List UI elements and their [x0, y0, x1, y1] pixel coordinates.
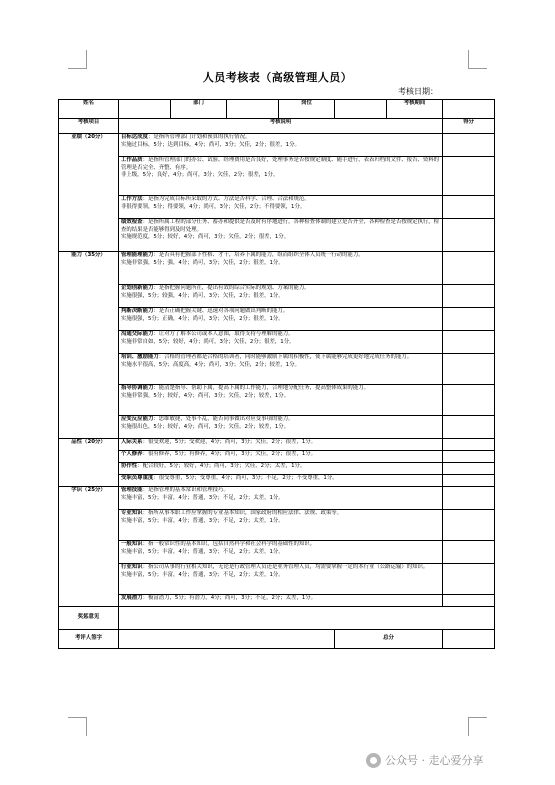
criterion-cell — [119, 475, 443, 487]
score-field[interactable] — [443, 134, 495, 157]
score-field[interactable] — [443, 595, 495, 607]
criterion-text: ：是否具有把握部下性格、才干，培养下属的能力，组而组织全体人员统一行动的能力。 — [153, 252, 364, 258]
column-item: 考核项目 — [59, 119, 119, 134]
criterion-cell — [119, 439, 443, 451]
score-field[interactable] — [443, 196, 495, 219]
criterion-cell — [119, 385, 443, 416]
table-row — [59, 463, 495, 475]
table-row — [59, 541, 495, 564]
page-corner-mark — [468, 717, 487, 736]
criterion-name: 企划创新能力 — [121, 285, 154, 291]
table-row — [59, 134, 495, 157]
criterion-name: 应变反应能力 — [121, 416, 154, 422]
table-row — [59, 475, 495, 487]
table-row — [59, 510, 495, 541]
table-row — [59, 385, 495, 416]
score-field[interactable] — [443, 416, 495, 439]
criterion-scale: 实施丰富，5分；丰富，4分；普通，3分；不足，2分；太差，1分。 — [121, 571, 284, 578]
criterion-text: ：是指为完成目标所采取的方式、方法是否科学、合理、合法和规范。 — [142, 196, 310, 202]
criterion-text: ：很受尊重，5分；受尊重，4分；尚可，3分；不足，2分；不受尊重，1分。 — [153, 475, 338, 481]
criterion-text: ：是指所管理部门的办公、试验、经理费用是否良好，处理事务是否按规定制度、随手进行，表表归档的文件、报告、资料的管理是否完全、齐整、有序。 — [121, 157, 440, 171]
dept-field[interactable] — [227, 100, 279, 119]
reward-row — [59, 607, 495, 630]
reward-label: 奖惩意见 — [59, 607, 119, 630]
signer-label: 考评人签字 — [59, 630, 119, 649]
page-corner-mark — [68, 50, 87, 69]
criterion-cell — [119, 219, 443, 252]
criterion-cell — [119, 252, 443, 285]
page-corner-mark — [468, 50, 487, 69]
criterion-text: ：是否正确把握关键、迅速对各项问题做出判断的能力。 — [153, 308, 289, 314]
table-row — [59, 252, 495, 285]
criterion-cell — [119, 285, 443, 308]
criterion-scale: 实施非常强，5分；强，4分；尚可，3分；欠佳，2分；很差，1分。 — [121, 259, 284, 266]
table-row — [59, 487, 495, 510]
period-field[interactable] — [443, 100, 495, 119]
table-row — [59, 196, 495, 219]
score-field[interactable] — [443, 463, 495, 475]
criterion-name: 指导协调能力 — [121, 385, 154, 391]
criterion-name: 人际关系 — [121, 439, 143, 445]
criterion-name: 目标达成度 — [121, 134, 148, 140]
criterion-text: ：很受欢迎，5分；受欢迎，4分；尚可，3分；欠佳，2分；很差，1分。 — [142, 439, 317, 445]
criterion-scale: 实施水平很高，5分；高度高，4分；尚可，3分；欠佳，2分；较差，1分。 — [121, 361, 300, 368]
criterion-name: 一般知识 — [121, 541, 143, 547]
criterion-cell — [119, 331, 443, 354]
table-row — [59, 331, 495, 354]
criterion-text: ：是指把握问题所在，提出有效的综合实际的规划、方案的能力。 — [153, 285, 310, 291]
table-row — [59, 595, 495, 607]
criterion-cell — [119, 354, 443, 385]
position-field[interactable] — [335, 100, 387, 119]
criterion-cell — [119, 196, 443, 219]
criterion-name: 工作品质 — [121, 157, 143, 163]
criterion-text: ：是指所属工程的部分任务、蓄办和提供是否及时有序地进行，各种检查体制的建立是否齐全，各种检查是否按规定执行，检查的结果是否能够得到及时处理。 — [121, 219, 440, 233]
criterion-cell — [119, 416, 443, 439]
watermark-text: 公众号 · 走心爱分享 — [385, 754, 484, 767]
criterion-cell — [119, 487, 443, 510]
criterion-scale: 非很得要领，5分；得要领，4分；尚可，3分；欠佳，2分；不得要领，1分。 — [121, 203, 306, 210]
table-row — [59, 451, 495, 463]
criterion-name: 行业知识 — [121, 564, 143, 570]
criterion-name: 个人修养 — [121, 451, 143, 457]
criterion-cell — [119, 510, 443, 541]
criterion-text: ：指所从事本职工作应掌握的专业基本知识，国家政府的相应法律、法规、政策等。 — [142, 510, 343, 516]
category-knowledge: 学识（25分） — [59, 487, 119, 607]
criterion-cell — [119, 451, 443, 463]
criterion-scale: 实施规范度，5分；较好，4分；尚可，3分；欠佳，2分；很差，1分。 — [121, 234, 290, 241]
score-field[interactable] — [443, 157, 495, 196]
score-field[interactable] — [443, 510, 495, 541]
table-row — [59, 439, 495, 451]
table-row — [59, 308, 495, 331]
header-row — [59, 100, 495, 119]
score-field[interactable] — [443, 451, 495, 463]
criterion-text: ：指公司从事的行业相关知识，无论是行政管理人员还是业务管理人员，均需要掌握一定的本行业（公路运输）的知识。 — [142, 564, 429, 570]
criterion-scale: 实施丰富，5分；丰富，4分；普通，3分；不足，2分；太差，1分。 — [121, 548, 284, 555]
name-label: 姓名 — [59, 100, 119, 119]
table-row — [59, 354, 495, 385]
criterion-scale: 实施丰富，5分；丰富，4分；普通，3分；不足，2分；太差，1分。 — [121, 517, 284, 524]
table-row — [59, 564, 495, 595]
criterion-cell — [119, 463, 443, 475]
watermark — [366, 752, 484, 768]
wechat-icon — [366, 753, 381, 768]
criterion-text: ：是指所管理部门计划和预算的执行情况。 — [147, 134, 251, 140]
criterion-scale: 非上级，5分；良好，4分；尚可，3分；欠佳，2分；很差，1分。 — [121, 172, 279, 179]
position-label: 岗位 — [279, 100, 335, 119]
criterion-text: ：极富潜力，5分；有潜力，4分；尚可，3分；不足，2分；太差，1分。 — [142, 595, 317, 601]
criterion-text: ：指一般常识性的基本知识，包括自然科学和社会科学的基础性的知识。 — [142, 541, 316, 547]
signer-field[interactable] — [119, 630, 335, 649]
score-field[interactable] — [443, 541, 495, 564]
criterion-name: 专业知识 — [121, 510, 143, 516]
criterion-scale: 实施过目标，5分；达到目标，4分；尚可，3分；欠佳，2分；很差，1分。 — [121, 141, 300, 148]
score-field[interactable] — [443, 252, 495, 285]
criterion-cell — [119, 134, 443, 157]
category-ability: 能力（35分） — [59, 252, 119, 439]
criterion-name: 培训、激励能力 — [121, 354, 159, 360]
table-row — [59, 285, 495, 308]
page-corner-mark — [68, 717, 87, 736]
score-field[interactable] — [443, 487, 495, 510]
criterion-name: 管理能理能力 — [121, 252, 154, 258]
name-field[interactable] — [119, 100, 171, 119]
criterion-scale: 实施非常强，5分；较好，4分；尚可，3分；欠佳，2分；较差，1分。 — [121, 392, 290, 399]
criterion-scale: 实施很强，5分；较强，4分；尚可，3分；欠佳，2分；很差，1分。 — [121, 292, 284, 299]
criterion-name: 工作方法 — [121, 196, 143, 202]
score-field[interactable] — [443, 439, 495, 451]
criterion-text: ：能清楚指导、帮助下属，提高下属的工作能力，合理地分配任务，提高整体成果的能力。 — [153, 385, 369, 391]
criterion-name: 沟通交际能力 — [121, 331, 154, 337]
total-label: 总分 — [335, 630, 443, 649]
column-score: 得分 — [443, 119, 495, 134]
table-row — [59, 416, 495, 439]
table-row — [59, 219, 495, 252]
score-field[interactable] — [443, 285, 495, 308]
criterion-name: 绩效检查 — [121, 219, 143, 225]
reward-field[interactable] — [119, 607, 495, 630]
table-row — [59, 157, 495, 196]
category-character: 品性（20分） — [59, 439, 119, 487]
criterion-text: ：配合较好，5分；较好，4分；尚可，3分；欠佳，2分；太差，1分。 — [137, 463, 306, 469]
assessment-table — [58, 99, 495, 649]
criterion-cell — [119, 541, 443, 564]
criterion-scale: 实施非常自如，5分；较好，4分；尚可，3分；欠佳，2分；很差，1分。 — [121, 338, 295, 345]
criterion-name: 协作性 — [121, 463, 138, 469]
criterion-scale: 实施很强，5分；正确，4分；尚可，3分；欠佳，2分；很差，1分。 — [121, 315, 284, 322]
dept-label: 部门 — [171, 100, 227, 119]
criterion-text: ：让对方了解本公司或本人意图，取得支持与理解的能力。 — [153, 331, 294, 337]
criterion-cell — [119, 595, 443, 607]
score-field[interactable] — [443, 564, 495, 595]
criterion-cell — [119, 157, 443, 196]
criterion-name: 管理技能 — [121, 487, 143, 493]
criterion-scale: 实施丰富，5分；丰富，4分；普通，3分；不足，2分；太差，1分。 — [121, 494, 284, 501]
score-field[interactable] — [443, 475, 495, 487]
score-field[interactable] — [443, 219, 495, 252]
criterion-name: 发展潜力 — [121, 595, 143, 601]
score-field[interactable] — [443, 331, 495, 354]
criterion-text: ：合格的管理者都是合格的培训者，同时能够激励下属的积极性，使下属能够完成更好地完成任务的能力。 — [158, 354, 413, 360]
score-field[interactable] — [443, 308, 495, 331]
score-field[interactable] — [443, 354, 495, 385]
column-header-row — [59, 119, 495, 134]
criterion-name: 受职员尊重度 — [121, 475, 154, 481]
category-performance: 业绩（20分） — [59, 134, 119, 252]
score-field[interactable] — [443, 385, 495, 416]
criterion-cell — [119, 564, 443, 595]
criterion-cell — [119, 308, 443, 331]
criterion-text: ：很有修养，5分；有修养，4分；尚可，3分；欠佳，2分；很差，1分。 — [142, 451, 317, 457]
column-desc: 考核说明 — [119, 119, 443, 134]
total-field[interactable] — [443, 630, 495, 649]
page-title: 人员考核表（高级管理人员） — [202, 71, 353, 84]
criterion-name: 判断决断能力 — [121, 308, 154, 314]
criterion-text: ：是指管理的基本常识和管理技巧。 — [142, 487, 229, 493]
period-label: 考核期间 — [387, 100, 443, 119]
criterion-scale: 实施很出色，5分；较好，4分；尚可，3分；欠佳，2分；较差，1分。 — [121, 423, 290, 430]
date-label: 考核日期： — [398, 87, 438, 96]
signature-row — [59, 630, 495, 649]
criterion-text: ：思维敏捷，处事不乱，能否同事做出对应变事项的能力。 — [153, 416, 294, 422]
